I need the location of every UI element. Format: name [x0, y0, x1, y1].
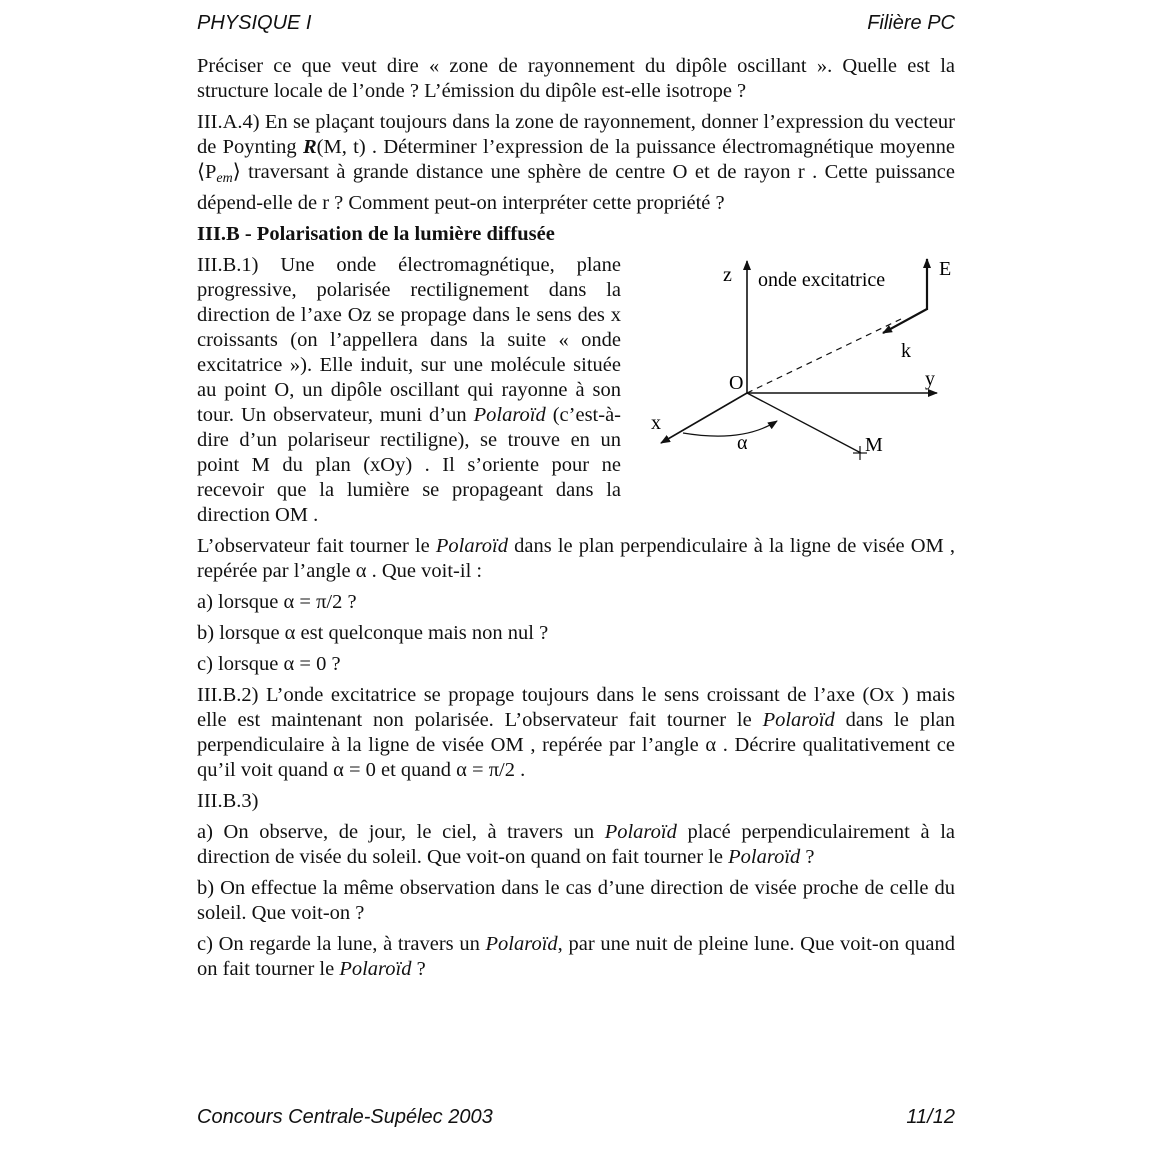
propagation-line — [747, 319, 901, 393]
page-content — [197, 54, 955, 988]
label-k: k — [901, 340, 911, 362]
label-M: M — [865, 434, 883, 456]
label-alpha: α — [737, 432, 748, 454]
label-O: O — [729, 372, 744, 394]
p8-polaroid-2: Polaroïd — [339, 958, 412, 980]
paragraph-III-A-4 — [197, 110, 955, 216]
page-footer — [197, 1106, 955, 1129]
poynting-symbol: R — [302, 136, 317, 158]
p1-text-a: III.A.4) En se plaçant toujours dans la zone de rayonnement, donner l’expression du vecteur de Poynting — [197, 111, 955, 158]
p2-polaroid: Polaroïd — [473, 404, 546, 426]
p6-text-b: placé perpendiculairement à la direction de visée du soleil. Que voit-on quand on fait tourner le — [197, 821, 955, 868]
p2-text-a: III.B.1) Une onde électromagnétique, plane progressive, polarisée rectilignement dans la direction de l’axe Oz se propage dans le sens des x croissants (on l’appellera dans la suite « onde excitatrice »). Elle induit, sur une molécule située au point O, un dipôle oscillant qui rayonne à son tour. Un observateur, muni d’un — [197, 254, 621, 426]
p8-text-b: , par une nuit de pleine lune. Que voit-on quand on fait tourner le — [197, 933, 955, 980]
p6-text-a: a) On observe, de jour, le ciel, à travers un — [197, 821, 605, 843]
p2-text-b: (c’est-à-dire d’un polariseur rectiligne), se trouve en un point M du plan (xOy) . Il s’oriente pour ne recevoir que la lumière se propageant dans la direction OM . — [197, 404, 622, 526]
p4-polaroid: Polaroïd — [762, 709, 835, 731]
p1-text-b: (M, t) . Déterminer l’expression de la puissance électromagnétique moyenne ⟨P — [197, 136, 955, 183]
label-E: E — [939, 258, 952, 280]
p8-text-a: c) On regarde la lune, à travers un — [197, 933, 486, 955]
p3-text-b: dans le plan perpendiculaire à la ligne de visée OM , repérée par l’angle α . Que voit-il : — [197, 535, 955, 582]
label-x: x — [651, 412, 661, 434]
header-right: Filière PC — [867, 12, 955, 34]
p4-text-a: III.B.2) L’onde excitatrice se propage toujours dans le sens croissant de l’axe (Ox ) mais elle est maintenant non polarisée. L’observateur fait tourner le — [197, 684, 955, 731]
om-line — [747, 393, 861, 453]
p1-text-c: ⟩ traversant à grande distance une sphère de centre O et de rayon r . Cette puissance dépend-elle de r ? Comment peut-on interpréter cette propriété ? — [197, 161, 955, 214]
label-z: z — [723, 264, 732, 286]
paragraph-moon — [197, 932, 955, 982]
footer-right: 11/12 — [906, 1106, 955, 1128]
p4-text-b: dans le plan perpendiculaire à la ligne de visée OM , repérée par l’angle α . Décrire qualitativement ce qu’il voit quand α = 0 et quand α = π/2 . — [197, 709, 955, 781]
p8-polaroid-1: Polaroïd — [485, 933, 558, 955]
p6-polaroid-2: Polaroïd — [728, 846, 801, 868]
power-subscript: em — [216, 171, 233, 186]
label-wave: onde excitatrice — [758, 269, 886, 291]
paragraph-sky-observation — [197, 820, 955, 870]
paragraph-radiation-zone: Préciser ce que veut dire « zone de rayonnement du dipôle oscillant ». Quelle est la structure locale de l’onde ? L’émission du dipôle est-elle isotrope ? — [197, 55, 955, 102]
p8-text-c: ? — [411, 958, 426, 980]
p6-polaroid-1: Polaroïd — [604, 821, 677, 843]
section-title: III.B - Polarisation de la lumière diffusée — [197, 223, 555, 245]
paragraph-III-B-3: III.B.3) — [197, 790, 259, 812]
paragraph-near-sun: b) On effectue la même observation dans le cas d’une direction de visée proche de celle du soleil. Que voit-on ? — [197, 877, 955, 924]
p3-polaroid: Polaroïd — [435, 535, 509, 557]
k-vector — [883, 309, 927, 333]
question-b: b) lorsque α est quelconque mais non nul ? — [197, 622, 549, 644]
question-c: c) lorsque α = 0 ? — [197, 653, 341, 675]
page-header — [197, 12, 955, 35]
alpha-arc — [683, 421, 777, 436]
question-a: a) lorsque α = π/2 ? — [197, 591, 357, 613]
label-y: y — [925, 368, 935, 390]
header-left: PHYSIQUE I — [197, 12, 312, 34]
dipole-diagram — [633, 253, 955, 503]
p3-text-a: L’observateur fait tourner le — [197, 535, 436, 557]
footer-left: Concours Centrale-Supélec 2003 — [197, 1106, 493, 1128]
p6-text-c: ? — [800, 846, 815, 868]
dipole-figure — [633, 253, 955, 503]
paragraph-III-B-2 — [197, 683, 955, 783]
paragraph-observer — [197, 534, 955, 584]
